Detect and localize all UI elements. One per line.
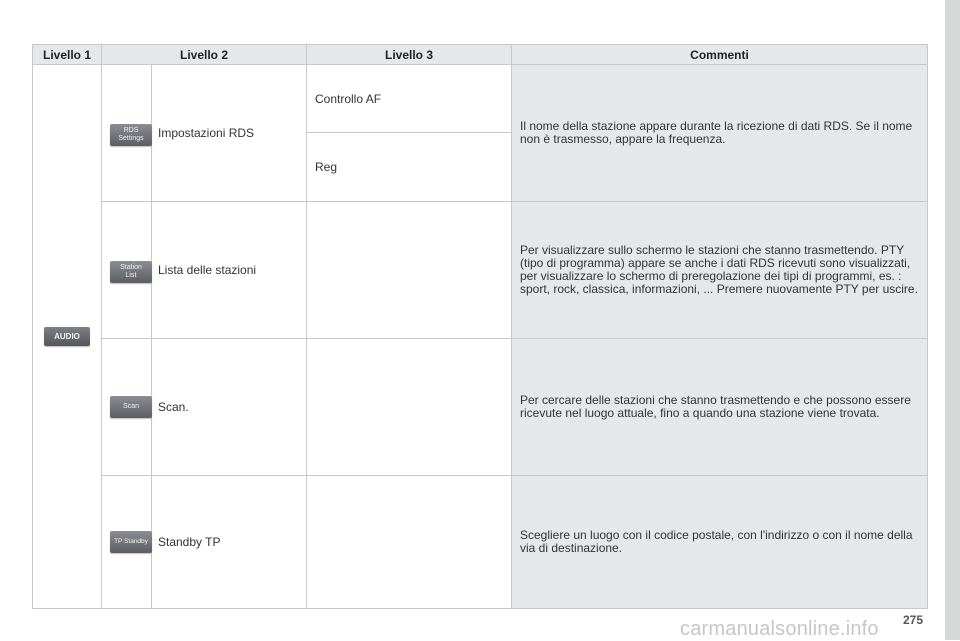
header-row <box>33 45 928 65</box>
level2-label: Impostazioni RDS <box>152 65 307 202</box>
header-level2: Livello 2 <box>102 45 307 65</box>
level3-label: Reg <box>307 133 512 202</box>
level3-empty <box>307 476 512 609</box>
table-row <box>33 202 928 339</box>
tp-standby-icon-cell <box>102 476 152 609</box>
scan-icon-cell <box>102 339 152 476</box>
table-row <box>33 339 928 476</box>
comment-text: Per cercare delle stazioni che stanno trasmettendo e che possono essere ricevute nel luogo attuale, fino a quando una stazione viene trovata. <box>512 339 928 476</box>
comment-text: Per visualizzare sullo schermo le stazioni che stanno trasmettendo. PTY (tipo di programma) appare se anche i dati RDS ricevuti sono visualizzati, per visualizzare lo schermo di preregolazione dei tipi di programmi, es. : sport, rock, classica, informazioni, ... Premere nuovamente PTY per uscire. <box>512 202 928 339</box>
rds-settings-icon-cell <box>102 65 152 202</box>
page-number: 275 <box>903 613 924 627</box>
table-row <box>33 476 928 609</box>
station-list-icon: Station List <box>110 261 152 283</box>
level3-empty <box>307 339 512 476</box>
scan-icon: Scan <box>110 396 152 418</box>
table-row <box>33 65 928 133</box>
audio-button-icon: AUDIO <box>44 327 90 346</box>
rds-settings-icon: RDS Settings <box>110 124 152 146</box>
header-level1: Livello 1 <box>33 45 102 65</box>
comment-text: Il nome della stazione appare durante la ricezione di dati RDS. Se il nome non è trasmesso, appare la frequenza. <box>512 65 928 202</box>
level3-label: Controllo AF <box>307 65 512 133</box>
header-comments: Commenti <box>512 45 928 65</box>
level2-label: Scan. <box>152 339 307 476</box>
menu-table <box>32 44 928 609</box>
level1-cell <box>33 65 102 609</box>
level3-empty <box>307 202 512 339</box>
watermark: carmanualsonline.info <box>680 618 879 640</box>
side-margin-bar <box>945 0 960 640</box>
header-level3: Livello 3 <box>307 45 512 65</box>
station-list-icon-cell <box>102 202 152 339</box>
comment-text: Scegliere un luogo con il codice postale, con l'indirizzo o con il nome della via di destinazione. <box>512 476 928 609</box>
level2-label: Lista delle stazioni <box>152 202 307 339</box>
tp-standby-icon: TP Standby <box>110 531 152 553</box>
level2-label: Standby TP <box>152 476 307 609</box>
